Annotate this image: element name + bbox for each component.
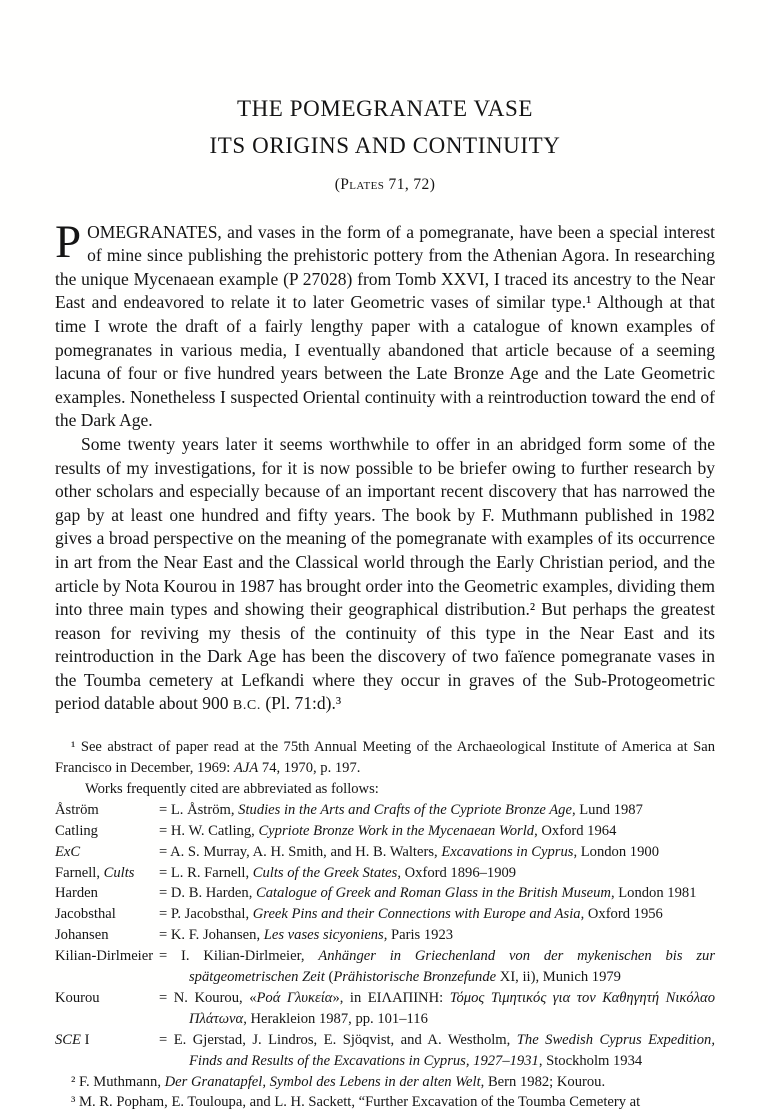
works-cited-definition: = E. Gjerstad, J. Lindros, E. Sjöqvist, and A. Westholm, The Swedish Cyprus Expedition, Finds and Results of the Excavations in Cyprus, 1927–1931, Stockholm 1934 (159, 1031, 715, 1069)
works-cited-abbreviation: ExC (55, 843, 81, 860)
works-cited-abbreviation: Harden (55, 885, 98, 902)
works-cited-abbreviation: Farnell, Cults (55, 864, 135, 881)
works-cited-definition: = D. B. Harden, Catalogue of Greek and Roman Glass in the British Museum, London 1981 (159, 885, 697, 902)
works-cited-abbreviation: Jacobsthal (55, 906, 116, 923)
works-cited-abbreviation: Åström (55, 801, 99, 818)
works-cited-row (55, 842, 715, 863)
paragraph-1 (55, 215, 715, 433)
article-body (55, 215, 715, 718)
works-cited-abbreviation: SCE I (55, 1031, 90, 1048)
works-cited-abbreviation: Johansen (55, 927, 109, 944)
footnotes-section (55, 737, 715, 1113)
works-cited-definition: = A. S. Murray, A. H. Smith, and H. B. Walters, Excavations in Cyprus, London 1900 (159, 843, 659, 860)
plates-reference: (Plates 71, 72) (334, 175, 436, 193)
works-cited-row (55, 883, 715, 904)
works-cited-intro: Works frequently cited are abbreviated as follows: (85, 780, 379, 797)
works-cited-row (55, 988, 715, 1030)
article-title-line1: THE POMEGRANATE VASE (236, 96, 534, 121)
works-cited-definition: = L. Åström, Studies in the Arts and Crafts of the Cypriote Bronze Age, Lund 1987 (159, 801, 643, 818)
works-cited-row (55, 925, 715, 946)
works-cited-abbreviation: Kilian-Dirlmeier (55, 948, 154, 965)
works-cited-definition: = I. Kilian-Dirlmeier, Anhänger in Griechenland von der mykenischen bis zur spätgeometrischen Zeit (Prähistorische Bronzefunde XI, ii), Munich 1979 (159, 948, 715, 986)
footnote-2: ² F. Muthmann, Der Granatapfel, Symbol des Lebens in der alten Welt, Bern 1982; Kourou. (71, 1073, 606, 1090)
works-cited-definition: = K. F. Johansen, Les vases sicyoniens, Paris 1923 (159, 927, 454, 944)
works-cited-row (55, 904, 715, 925)
works-cited-definition: = L. R. Farnell, Cults of the Greek States, Oxford 1896–1909 (159, 864, 517, 881)
works-cited-abbreviation: Kourou (55, 989, 100, 1006)
works-cited-definition: = N. Kourou, «Ροά Γλυκεία», in ΕΙΛΑΠΙΝΗ: Τόμος Τιμητικός για τον Καθηγητή Νικόλαο Πλάτωνα, Herakleion 1987, pp. 101–116 (159, 989, 715, 1027)
works-cited-abbreviation: Catling (55, 822, 98, 839)
works-cited-row (55, 800, 715, 821)
works-cited-row (55, 946, 715, 988)
article-title-line2: ITS ORIGINS AND CONTINUITY (209, 133, 561, 159)
works-cited-definition: = P. Jacobsthal, Greek Pins and their Connections with Europe and Asia, Oxford 1956 (159, 906, 663, 923)
title-block (55, 96, 715, 194)
footnote-1: ¹ See abstract of paper read at the 75th Annual Meeting of the Archaeological Institute of America at San Francisco in December, 1969: AJA 74, 1970, p. 197. (55, 739, 715, 776)
works-cited-row (55, 1030, 715, 1072)
works-cited-list (55, 800, 715, 1072)
paragraph-1-text: OMEGRANATES, and vases in the form of a pomegranate, have been a special interest of mine since publishing the prehistoric pottery from the Athenian Agora. In researching the unique Mycenaean example (P 27028) from Tomb XXVI, I traced its ancestry to the Near East and endeavored to relate it to later Geometric vases of similar type.¹ Although at that time I wrote the draft of a fairly lengthy paper with a catalogue of known examples of pomegranates in various media, I eventually abandoned that article because of a seeming lacuna of four or five hundred years between the Late Bronze Age and the Late Geometric examples. Nonetheless I suspected Oriental continuity with a reintroduction toward the end of the Dark Age. (55, 221, 715, 431)
works-cited-row (55, 863, 715, 884)
footnote-3: ³ M. R. Popham, E. Touloupa, and L. H. Sackett, “Further Excavation of the Toumba Cemetery at (71, 1094, 641, 1111)
works-cited-definition: = H. W. Catling, Cypriote Bronze Work in the Mycenaean World, Oxford 1964 (159, 822, 617, 839)
paragraph-2: Some twenty years later it seems worthwhile to offer in an abridged form some of the results of my investigations, for it is now possible to be briefer owing to further research by other scholars and especially because of an important recent discovery that has narrowed the gap by at least one hundred and fifty years. The book by F. Muthmann published in 1982 gives a broad perspective on the meaning of the pomegranate with examples of its occurrence in art from the Near East and the Classical world through the Early Christian period, and the article by Nota Kourou in 1987 has brought order into the Geometric examples, dividing them into three main types and showing their geographical distribution.² But perhaps the greatest reason for reviving my thesis of the continuity of this type in the Near East and its reintroduction in the Dark Age has been the discovery of two faïence pomegranate vases in the Toumba cemetery at Lefkandi where they occur in graves of the Sub-Protogeometric period datable about 900 B.C. (Pl. 71:d).³ (55, 433, 715, 714)
works-cited-row (55, 821, 715, 842)
dropcap-letter: P (55, 215, 82, 268)
